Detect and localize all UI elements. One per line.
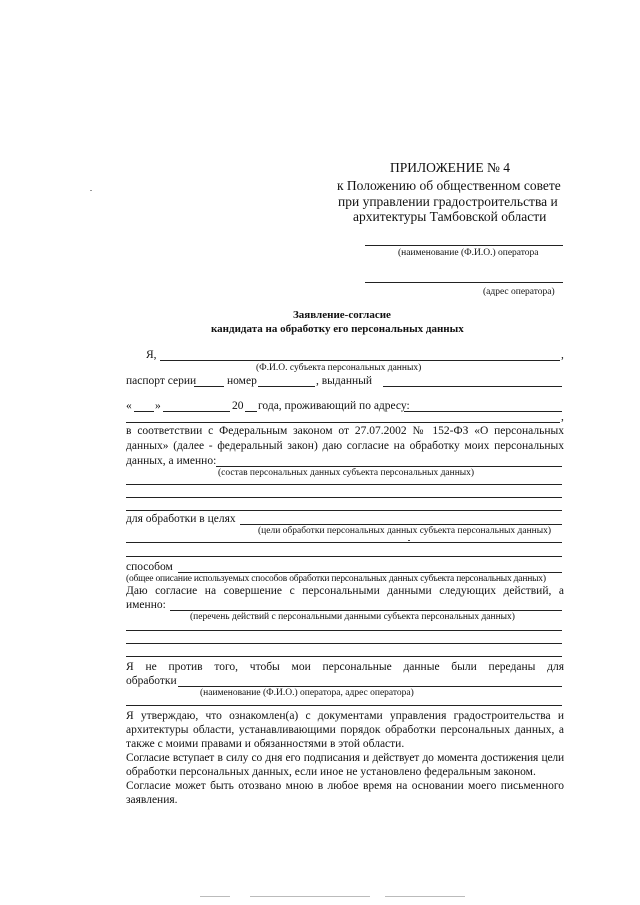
transfer-field-1[interactable] [178,686,562,687]
method-caption: (общее описание используемых способов обработки персональных данных субъекта персональных данных) [126,574,546,584]
law-text-1: в соответствии с Федеральным законом от 27.07.2002 № 152-ФЗ «О персональных [126,425,564,437]
purpose-label: для обработки в целях [126,513,236,525]
transfer-text-2: обработки [126,675,177,687]
purpose-field-2[interactable] [126,542,562,543]
transfer-field-2[interactable] [126,705,562,706]
day-field[interactable] [134,411,154,412]
fio-caption: (Ф.И.О. субъекта персональных данных) [256,363,422,373]
confirm-text-2: архитектуры области, устанавливающими порядок обработки персональных данных, а [126,724,564,736]
operator-address-caption: (адрес оператора) [483,287,555,297]
method-field[interactable] [178,572,562,573]
composition-caption: (состав персональных данных субъекта персональных данных) [218,468,475,478]
form-title-1: Заявление-согласие [293,309,391,321]
form-title-2: кандидата на обработку его персональных данных [211,323,464,335]
effect-text-2: обработки персональных данных, если иное не установлено федеральным законом. [126,766,536,778]
law-text-2: данных» (далее - федеральный закон) даю согласие на обработку моих персональных [126,440,564,452]
header-line-2: при управлении градостроительства и [338,194,558,209]
scan-artifact-2 [250,896,370,897]
effect-text-1: Согласие вступает в силу со дня его подписания и действует до момента достижения цели [126,752,564,764]
transfer-caption: (наименование (Ф.И.О.) оператора, адрес оператора) [200,688,414,698]
header-line-3: архитектуры Тамбовской области [353,209,547,224]
transfer-text-1: Я не против того, чтобы мои персональные данные были переданы для [126,661,564,673]
operator-address-field[interactable] [365,282,563,283]
fio-field[interactable] [160,360,560,361]
passport-series-label: паспорт серии [126,375,197,387]
confirm-text-3: также с моими правами и обязанностями в этой области. [126,738,405,750]
scan-speck [90,190,92,191]
purpose-field-1[interactable] [240,524,562,525]
actions-field-2[interactable] [126,630,562,631]
revoke-text-2: заявления. [126,794,178,806]
month-field[interactable] [163,411,230,412]
year-prefix: 20 [232,400,244,412]
passport-number-label: номер [227,375,257,387]
law-text-3: данных, а именно: [126,455,217,467]
date-open-quote: « [126,400,132,412]
scan-artifact-3 [385,896,465,897]
actions-caption: (перечень действий с персональными данными субъекта персональных данных) [190,612,515,622]
passport-number-field[interactable] [258,386,315,387]
revoke-text-1: Согласие может быть отозвано мною в любое время на основании моего письменного [126,780,564,792]
scan-artifact-1 [200,896,230,897]
address-comma: , [561,411,564,423]
date-close-quote: » [155,400,161,412]
passport-series-field[interactable] [194,386,224,387]
address-field-2[interactable] [126,422,560,423]
composition-field-3[interactable] [126,497,562,498]
composition-field-2[interactable] [126,484,562,485]
issued-by-field[interactable] [383,386,562,387]
method-label: способом [126,561,173,573]
actions-field-1[interactable] [170,610,562,611]
header-line-1: к Положению об общественном совете [337,178,561,193]
fio-comma: , [561,349,564,361]
address-field-1[interactable] [404,411,562,412]
i-label: Я, [146,349,157,361]
composition-field-4[interactable] [126,510,562,511]
scan-mark [408,540,410,541]
year-field[interactable] [245,411,257,412]
actions-text-1: Даю согласие на совершение с персональными данными следующих действий, а [126,585,564,597]
purpose-field-3[interactable] [126,556,562,557]
purpose-caption: (цели обработки персональных данных субъекта персональных данных) [258,526,552,536]
operator-name-caption: (наименование (Ф.И.О.) оператора [398,248,539,258]
actions-field-3[interactable] [126,643,562,644]
issued-label: , выданный [316,375,373,387]
confirm-text-1: Я утверждаю, что ознакомлен(а) с документами управления градостроительства и [126,710,564,722]
operator-name-field[interactable] [365,245,563,246]
actions-field-4[interactable] [126,656,562,657]
appendix-title: ПРИЛОЖЕНИЕ № 4 [390,160,511,175]
actions-text-2: именно: [126,599,166,611]
composition-field-1[interactable] [216,466,562,467]
residence-label: года, проживающий по адресу: [258,400,410,412]
